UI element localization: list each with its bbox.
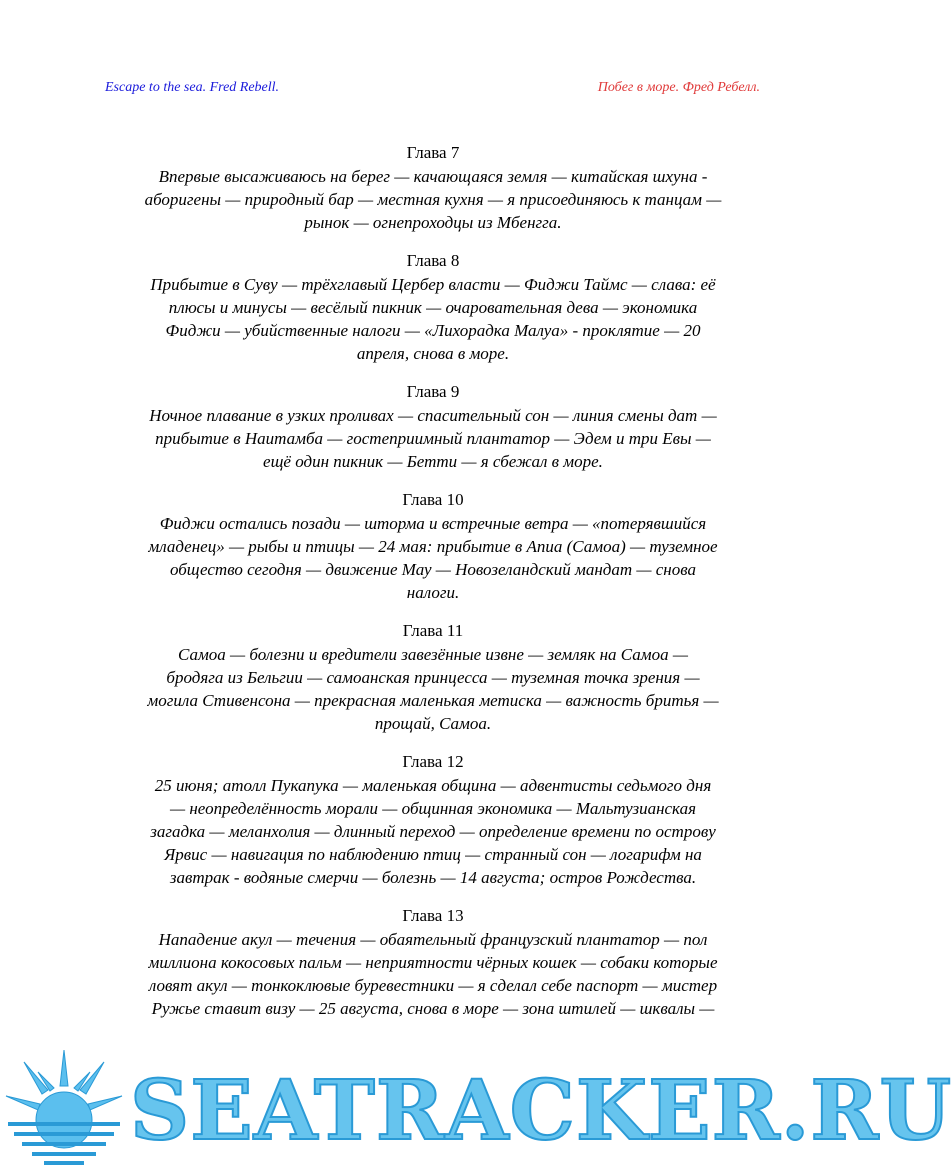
seatracker-logo-text: SEATRACKER.RU <box>130 1063 952 1159</box>
chapter-summary: 25 июня; атолл Пукапука — маленькая община — адвентисты седьмого дня — неопределённость морали — общинная экономика — Мальтузианская загадка — меланхолия — длинный переход — определение времени по острову Ярвис — навигация по наблюдению птиц — странный сон — логарифм на завтрак - водяные смерчи — болезнь — 14 августа; остров Рождества. <box>150 776 716 887</box>
chapter-title: Глава 7 <box>406 143 460 162</box>
chapter-list <box>98 142 768 1036</box>
chapter-summary: Фиджи остались позади — шторма и встречные ветра — «потерявшийся младенец» — рыбы и птицы — 24 мая: прибытие в Апиа (Самоа) — туземное общество сегодня — движение Мау — Новозеландский мандат — снова налоги. <box>148 514 718 602</box>
seatracker-watermark <box>0 1048 952 1169</box>
chapter-title: Глава 9 <box>406 382 460 401</box>
chapter-12 <box>98 751 768 889</box>
header-right-title: Побег в море. Фред Ребелл. <box>597 80 760 95</box>
chapter-title: Глава 10 <box>402 490 464 509</box>
chapter-summary: Прибытие в Суву — трёхглавый Цербер власти — Фиджи Таймс — слава: её плюсы и минусы — весёлый пикник — очаровательная дева — экономика Фиджи — убийственные налоги — «Лихорадка Малуа» - проклятие — 20 апреля, снова в море. <box>150 275 716 363</box>
header-left-title: Escape to the sea. Fred Rebell. <box>105 80 280 95</box>
chapter-summary: Самоа — болезни и вредители завезённые извне — земляк на Самоа — бродяга из Бельгии — самоанская принцесса — туземная точка зрения — могила Стивенсона — прекрасная маленькая метиска — важность бритья — прощай, Самоа. <box>147 645 719 733</box>
chapter-title: Глава 12 <box>402 752 464 771</box>
chapter-11 <box>98 620 768 735</box>
chapter-9 <box>98 381 768 473</box>
chapter-summary: Впервые высаживаюсь на берег — качающаяся земля — китайская шхуна - аборигены — природный бар — местная кухня — я присоединяюсь к танцам — рынок — огнепроходцы из Мбенгга. <box>144 167 722 232</box>
chapter-title: Глава 11 <box>402 621 464 640</box>
chapter-summary: Нападение акул — течения — обаятельный французский плантатор — пол миллиона кокосовых пальм — неприятности чёрных кошек — собаки которые ловят акул — тонкоклювые буревестники — я сделал себе паспорт — мистер Ружье ставит визу — 25 августа, снова в море — зона штилей — шквалы — <box>148 930 718 1018</box>
chapter-8 <box>98 250 768 365</box>
sun-over-sea-icon <box>4 1048 124 1168</box>
chapter-title: Глава 13 <box>402 906 464 925</box>
chapter-10 <box>98 489 768 604</box>
chapter-7 <box>98 142 768 234</box>
chapter-title: Глава 8 <box>406 251 460 270</box>
chapter-summary: Ночное плавание в узких проливах — спасительный сон — линия смены дат — прибытие в Наитамба — гостеприимный плантатор — Эдем и три Евы — ещё один пикник — Бетти — я сбежал в море. <box>149 406 717 471</box>
chapter-13 <box>98 905 768 1020</box>
